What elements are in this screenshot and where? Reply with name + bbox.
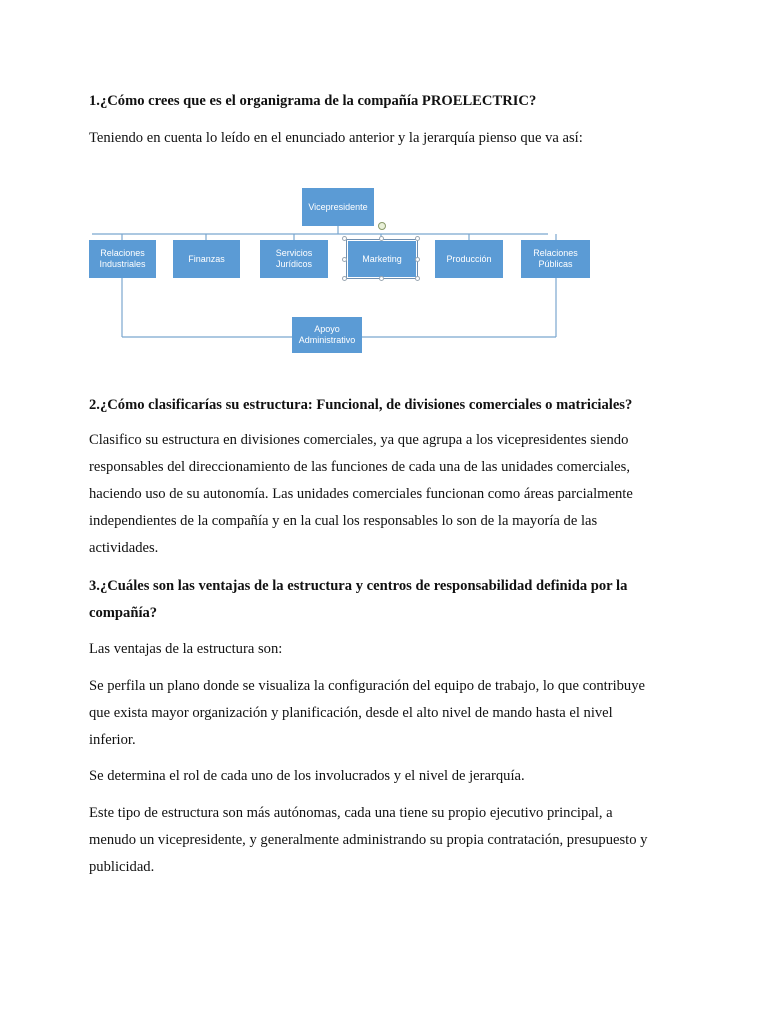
question-1-answer: Teniendo en cuenta lo leído en el enunciado anterior y la jerarquía pienso que va así: [89,130,583,146]
question-3-title: 3.¿Cuáles son las ventajas de la estructura y centros de responsabilidad definida por la [89,578,628,594]
question-3-p3-line: Este tipo de estructura son más autónomas, cada una tiene su propio ejecutivo principal, a [89,805,613,821]
org-box-unit: Servicios Jurídicos [260,240,328,278]
question-2-line: responsables del direccionamiento de las funciones de cada una de las unidades comerciales, [89,459,630,475]
question-2-line: independientes de la compañía y en la cual los responsables lo son de la mayoría de las [89,513,598,529]
org-box-unit: Finanzas [173,240,240,278]
resize-handle-icon[interactable] [342,236,347,241]
resize-handle-icon[interactable] [379,236,384,241]
question-3-intro: Las ventajas de la estructura son: [89,641,283,657]
question-2-line: Clasifico su estructura en divisiones comerciales, ya que agrupa a los vicepresidentes siendo [89,432,629,448]
resize-handle-icon[interactable] [342,257,347,262]
question-3-p1-line: que exista mayor organización y planificación, desde el alto nivel de mando hasta el nivel [89,705,613,721]
question-1-title: 1.¿Cómo crees que es el organigrama de la compañía PROELECTRIC? [89,93,537,109]
question-2-title: 2.¿Cómo clasificarías su estructura: Funcional, de divisiones comerciales o matriciales? [89,397,633,413]
resize-handle-icon[interactable] [415,257,420,262]
resize-handle-icon[interactable] [379,276,384,281]
question-3-p3-line: menudo un vicepresidente, y generalmente administrando su propia contratación, presupuesto y [89,832,648,848]
question-3-p2: Se determina el rol de cada uno de los involucrados y el nivel de jerarquía. [89,768,525,784]
question-2-line: actividades. [89,540,159,556]
org-box-unit: Relaciones Industriales [89,240,156,278]
org-box-unit: Relaciones Públicas [521,240,590,278]
org-box-top: Vicepresidente [302,188,374,226]
org-box-unit-selected[interactable]: Marketing [347,240,417,278]
resize-handle-icon[interactable] [415,276,420,281]
question-3-p3-line: publicidad. [89,859,155,875]
question-3-title: compañía? [89,605,158,621]
question-3-p1-line: Se perfila un plano donde se visualiza la configuración del equipo de trabajo, lo que contribuye [89,678,646,694]
question-3-p1-line: inferior. [89,732,136,748]
rotate-handle-icon[interactable] [378,222,386,230]
resize-handle-icon[interactable] [415,236,420,241]
question-2-line: haciendo uso de su autonomía. Las unidades comerciales funcionan como áreas parcialmente [89,486,633,502]
org-box-support: Apoyo Administrativo [292,317,362,353]
org-chart [0,180,768,360]
org-box-unit: Producción [435,240,503,278]
resize-handle-icon[interactable] [342,276,347,281]
